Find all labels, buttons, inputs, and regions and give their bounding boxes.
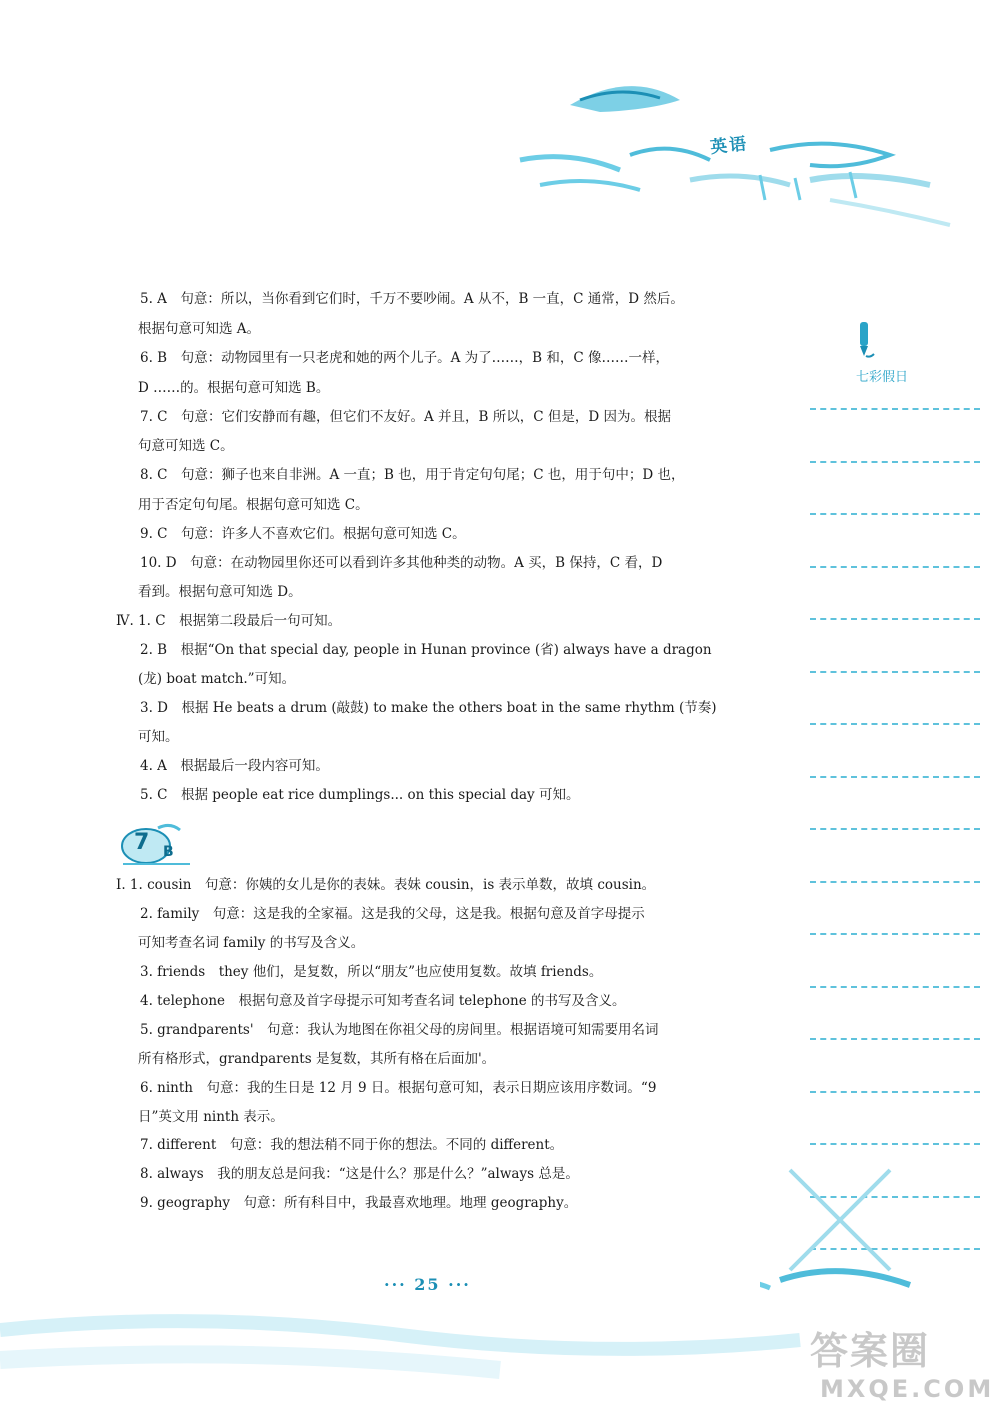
answer-line: 5. grandparents' 句意：我认为地图在你祖父母的房间里。根据语境可知需要用名词	[140, 1022, 659, 1038]
answer-line: 3. D 根据 He beats a drum (敲鼓) to make the others boat in the same rhythm (节奏)	[140, 700, 717, 716]
note-line	[810, 986, 980, 988]
note-line	[810, 933, 980, 935]
note-line	[810, 618, 980, 620]
answer-line: 7. different 句意：我的想法稍不同于你的想法。不同的 different。	[140, 1137, 564, 1153]
answer-line: 3. friends they 他们，是复数，所以“朋友”也应使用复数。故填 friends。	[140, 964, 603, 980]
answer-line: 5. C 根据 people eat rice dumplings... on this special day 可知。	[140, 787, 580, 803]
answer-line: 看到。根据句意可知选 D。	[138, 584, 302, 600]
answer-line: 10. D 句意：在动物园里你还可以看到许多其他种类的动物。A 买，B 保持，C 看，D	[140, 555, 663, 571]
pen-icon	[850, 320, 880, 360]
answer-line: 7. C 句意：它们安静而有趣，但它们不友好。A 并且，B 所以，C 但是，D 因为。根据	[140, 409, 671, 425]
watermark-sub: MXQE.COM	[820, 1375, 995, 1403]
header-title: 英语	[709, 134, 750, 158]
answer-line: 6. B 句意：动物园里有一只老虎和她的两个儿子。A 为了……，B 和，C 像……一样，	[140, 350, 669, 366]
note-line	[810, 723, 980, 725]
answer-line: 用于否定句句尾。根据句意可知选 C。	[138, 497, 369, 513]
answer-line: 可知。	[138, 729, 179, 745]
page-number: ··· 25 ···	[384, 1275, 471, 1294]
note-line	[810, 513, 980, 515]
note-line	[810, 408, 980, 410]
note-line	[810, 1143, 980, 1145]
answer-line: 2. family 句意：这是我的全家福。这是我的父母，这是我。根据句意及首字母提示	[140, 906, 645, 922]
answer-line: 9. geography 句意：所有科目中，我最喜欢地理。地理 geography。	[140, 1195, 578, 1211]
answer-line: 日”英文用 ninth 表示。	[138, 1109, 284, 1125]
watermark-main: 答案圈	[810, 1329, 931, 1373]
answer-line: 8. C 句意：狮子也来自非洲。A 一直；B 也，用于肯定句句尾；C 也，用于句中；D 也，	[140, 467, 685, 483]
answer-line: Ⅰ. 1. cousin 句意：你姨的女儿是你的表妹。表妹 cousin，is 表示单数，故填 cousin。	[116, 877, 656, 893]
note-line	[810, 671, 980, 673]
watermark	[810, 1320, 994, 1403]
section-letter: B	[163, 844, 174, 860]
answer-line: 5. A 句意：所以，当你看到它们时，千万不要吵闹。A 从不，B 一直，C 通常，D 然后。	[140, 291, 684, 307]
answer-line: 句意可知选 C。	[138, 438, 234, 454]
answer-line: (龙) boat match.”可知。	[138, 671, 296, 687]
note-line	[810, 776, 980, 778]
section-badge	[118, 820, 193, 865]
answer-line: Ⅳ. 1. C 根据第二段最后一句可知。	[116, 613, 342, 629]
answer-line: 8. always 我的朋友总是问我：“这是什么？那是什么？”always 总是。	[140, 1166, 579, 1182]
note-line	[810, 566, 980, 568]
answer-line: D ……的。根据句意可知选 B。	[138, 380, 330, 396]
answer-line: 6. ninth 句意：我的生日是 12 月 9 日。根据句意可知，表示日期应该用序数词。“9	[140, 1080, 657, 1096]
answer-line: 2. B 根据“On that special day, people in Hunan province (省) always have a dragon	[140, 642, 712, 658]
answer-line: 根据句意可知选 A。	[138, 321, 261, 337]
note-line	[810, 1038, 980, 1040]
answer-line: 所有格形式，grandparents 是复数，其所有格在后面加'。	[138, 1051, 496, 1067]
note-line	[810, 881, 980, 883]
badge-circle-icon	[118, 820, 193, 865]
notes-label: 七彩假日	[856, 370, 909, 385]
note-line	[810, 828, 980, 830]
bird-decoration	[760, 1160, 960, 1300]
answer-line: 可知考查名词 family 的书写及含义。	[138, 935, 365, 951]
answer-line: 4. telephone 根据句意及首字母提示可知考查名词 telephone 的书写及含义。	[140, 993, 626, 1009]
note-line	[810, 1091, 980, 1093]
note-line	[810, 461, 980, 463]
section-number: 7	[134, 830, 150, 855]
answer-line: 9. C 句意：许多人不喜欢它们。根据句意可知选 C。	[140, 526, 466, 542]
answer-line: 4. A 根据最后一段内容可知。	[140, 758, 329, 774]
